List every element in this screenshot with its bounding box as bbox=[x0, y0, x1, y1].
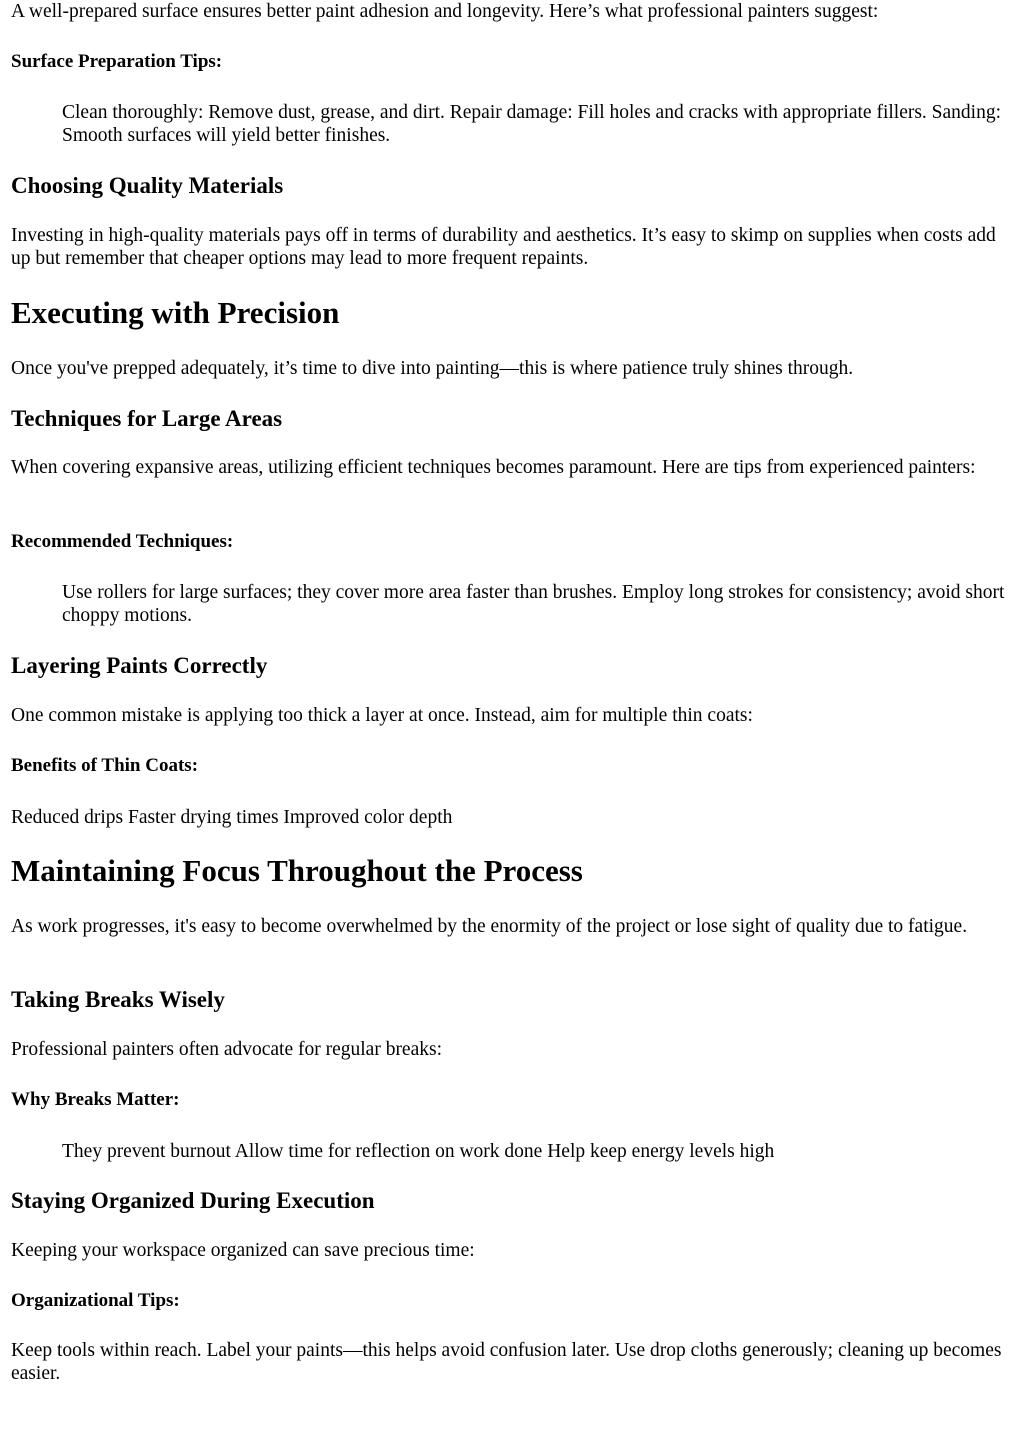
quality-materials-heading: Choosing Quality Materials bbox=[11, 173, 284, 198]
executing-precision-heading: Executing with Precision bbox=[11, 295, 340, 330]
organizational-tips-text: Keep tools within reach. Label your paints—this helps avoid confusion later. Use drop cloths generously; cleaning up becomes easier. bbox=[11, 1340, 1002, 1384]
intro-paragraph: A well-prepared surface ensures better paint adhesion and longevity. Here’s what professional painters suggest: bbox=[11, 1, 879, 22]
staying-organized-text: Keeping your workspace organized can save precious time: bbox=[11, 1240, 475, 1261]
taking-breaks-text: Professional painters often advocate for regular breaks: bbox=[11, 1039, 442, 1060]
maintaining-focus-heading: Maintaining Focus Throughout the Process bbox=[11, 853, 583, 888]
large-areas-text: When covering expansive areas, utilizing efficient techniques becomes paramount. Here are tips from experienced painters: bbox=[11, 457, 976, 478]
recommended-techniques-heading: Recommended Techniques: bbox=[11, 531, 234, 552]
organizational-tips-heading: Organizational Tips: bbox=[11, 1290, 180, 1311]
executing-precision-text: Once you've prepped adequately, it’s time to dive into painting—this is where patience truly shines through. bbox=[11, 358, 854, 379]
surface-tips-text: Clean thoroughly: Remove dust, grease, and dirt. Repair damage: Fill holes and cracks with appropriate fillers. Sanding: Smooth surfaces will yield better finishes. bbox=[62, 102, 1002, 146]
thin-coats-text: Reduced drips Faster drying times Improved color depth bbox=[11, 807, 453, 828]
recommended-techniques-text: Use rollers for large surfaces; they cover more area faster than brushes. Employ long strokes for consistency; avoid short choppy motions. bbox=[62, 582, 1005, 626]
why-breaks-text: They prevent burnout Allow time for reflection on work done Help keep energy levels high bbox=[62, 1141, 775, 1162]
layering-paints-heading: Layering Paints Correctly bbox=[11, 653, 268, 678]
why-breaks-heading: Why Breaks Matter: bbox=[11, 1089, 180, 1110]
surface-tips-heading: Surface Preparation Tips: bbox=[11, 51, 223, 72]
thin-coats-heading: Benefits of Thin Coats: bbox=[11, 755, 199, 776]
layering-paints-text: One common mistake is applying too thick a layer at once. Instead, aim for multiple thin coats: bbox=[11, 705, 753, 726]
staying-organized-heading: Staying Organized During Execution bbox=[11, 1188, 375, 1213]
large-areas-heading: Techniques for Large Areas bbox=[11, 406, 283, 431]
quality-materials-text: Investing in high-quality materials pays off in terms of durability and aesthetics. It’s easy to skimp on supplies when costs add up but remember that cheaper options may lead to more frequent repaints. bbox=[11, 225, 996, 269]
maintaining-focus-text: As work progresses, it's easy to become overwhelmed by the enormity of the project or lose sight of quality due to fatigue. bbox=[11, 916, 968, 937]
taking-breaks-heading: Taking Breaks Wisely bbox=[11, 987, 225, 1012]
